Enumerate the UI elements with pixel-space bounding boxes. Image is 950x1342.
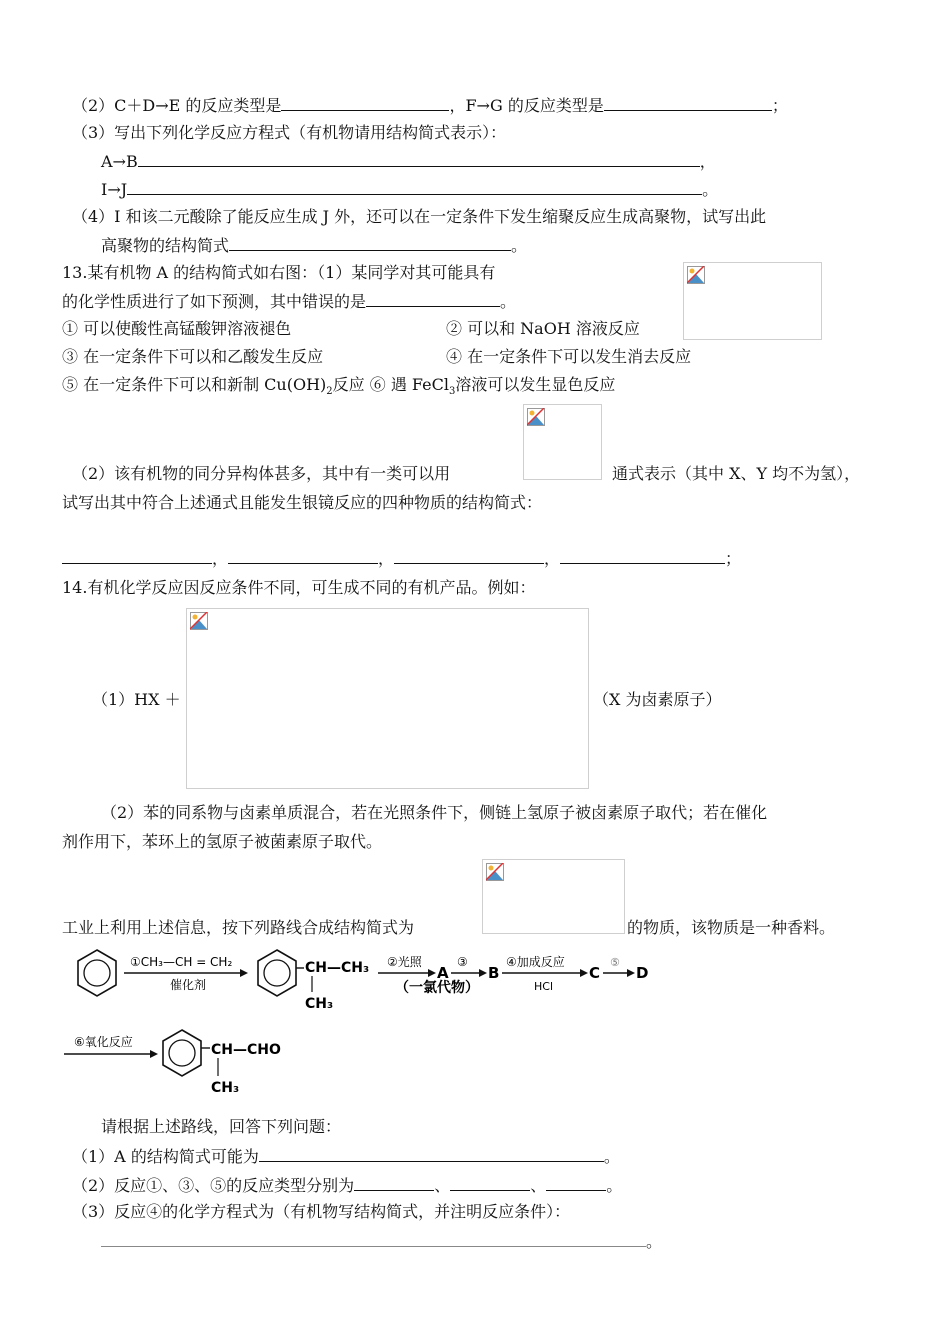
answer-blank[interactable] [101,1230,646,1247]
answer-blank[interactable] [560,547,725,564]
structure-image-placeholder [683,262,822,340]
q13-option-4: ④ 在一定条件下可以发生消去反应 [446,347,692,366]
reagent-label: ②光照 [387,955,422,969]
answer-blank[interactable] [546,1174,606,1191]
reaction-image-placeholder [186,608,589,789]
answer-blank[interactable] [281,94,449,111]
formula-image-placeholder [523,404,602,480]
q14-ask: 请根据上述路线，回答下列问题： [101,1117,342,1136]
broken-image-icon [190,612,208,630]
answer-blank[interactable] [138,150,700,167]
q14-industrial-b: 的物质，该物质是一种香料。 [627,918,836,937]
compound-label: D [636,964,649,982]
q13-option-5-6: ⑤ 在一定条件下可以和新制 $Cu(OH)_2$反应 ⑥ 遇 FeCl$_3$溶液可以发生显色反应 [62,375,616,398]
condition-label: 催化剂 [170,978,207,992]
q14-answer-3-line: 。 [101,1230,662,1253]
answer-blank[interactable] [354,1174,434,1191]
q14-line1: 14.有机化学反应因反应条件不同，可生成不同的有机产品。例如： [62,578,536,597]
q14-answer-3: （3）反应④的化学方程式为（有机物写结构简式，并注明反应条件）： [72,1202,571,1221]
compound-label: C [589,964,601,982]
compound-label: B [488,964,500,982]
q13-line1: 13.某有机物 A 的结构简式如右图：（1）某同学对其可能具有 [62,263,496,282]
q13-option-2: ② 可以和 NaOH 溶液反应 [446,319,640,338]
q14-x-note: （X 为卤素原子） [593,690,722,709]
q12-part3: （3）写出下列化学反应方程式（有机物请用结构简式表示）： [72,123,507,142]
q13-part2-b: 通式表示（其中 X、Y 均不为氢）， [612,464,861,483]
product-image-placeholder [482,859,625,934]
q14-industrial-a: 工业上利用上述信息，按下列路线合成结构简式为 [62,918,415,937]
condition-label: HCl [534,980,554,993]
benzene-ring-icon [163,1030,201,1076]
answer-blank[interactable] [259,1145,604,1162]
benzene-ring-icon [258,950,296,996]
q12-part2: （2）C＋D→E 的反应类型是 ，F→G 的反应类型是 ； [72,96,788,115]
answer-blank[interactable] [127,178,702,195]
reagent-label: ①CH₃—CH = CH₂ [130,955,233,969]
q13-answer-blanks: ， ， ， ； [62,547,741,570]
q13-part2-line2: 试写出其中符合上述通式且能发生银镜反应的四种物质的结构简式： [62,493,543,512]
reagent-label: ⑤ [610,956,620,969]
q14-answer-1: （1）A 的结构简式可能为 。 [72,1147,620,1166]
compound-label: A [437,964,449,982]
q14-part2-line1: （2）苯的同系物与卤素单质混合，若在光照条件下，侧链上氢原子被卤素原子取代；若在催化 [101,803,768,822]
answer-blank[interactable] [229,234,511,251]
methyl-label: CH₃ [211,1080,240,1096]
q14-hx: （1）HX ＋ [92,690,181,709]
broken-image-icon [486,863,504,881]
q13-option-3: ③ 在一定条件下可以和乙酸发生反应 [62,347,324,366]
answer-blank[interactable] [366,290,500,307]
reagent-label: ⑥氧化反应 [74,1035,133,1049]
answer-blank[interactable] [394,547,544,564]
q12-ab-line: A→B ， [101,152,716,171]
broken-image-icon [687,266,705,284]
q12-part4-line1: （4）I 和该二元酸除了能反应生成 J 外，还可以在一定条件下发生缩聚反应生成高聚物，试写出此 [72,207,767,226]
condition-label: （一氯代物） [395,980,479,996]
answer-blank[interactable] [62,547,212,564]
q13-option-1: ① 可以使酸性高锰酸钾溶液褪色 [62,319,292,338]
reagent-label: ③ [457,955,468,969]
broken-image-icon [527,408,545,426]
substituent-label: CH—CHO [211,1042,281,1058]
q14-answer-2: （2）反应①、③、⑤的反应类型分别为 、 、 。 [72,1176,623,1195]
q13-part2-a: （2）该有机物的同分异构体甚多，其中有一类可以用 [72,464,451,483]
answer-blank[interactable] [228,547,378,564]
q12-ij-line: I→J 。 [101,180,719,199]
q13-line2: 的化学性质进行了如下预测，其中错误的是 。 [62,292,517,311]
synthesis-scheme [60,944,670,1104]
substituent-label: CH—CH₃ [305,960,370,976]
answer-blank[interactable] [450,1174,530,1191]
benzene-ring-icon [78,950,116,996]
q12-part4-line2: 高聚物的结构简式 。 [101,236,528,255]
q14-part2-line2: 剂作用下，苯环上的氢原子被菌素原子取代。 [62,832,383,851]
reagent-label: ④加成反应 [506,955,565,969]
answer-blank[interactable] [604,94,772,111]
methyl-label: CH₃ [305,996,334,1012]
